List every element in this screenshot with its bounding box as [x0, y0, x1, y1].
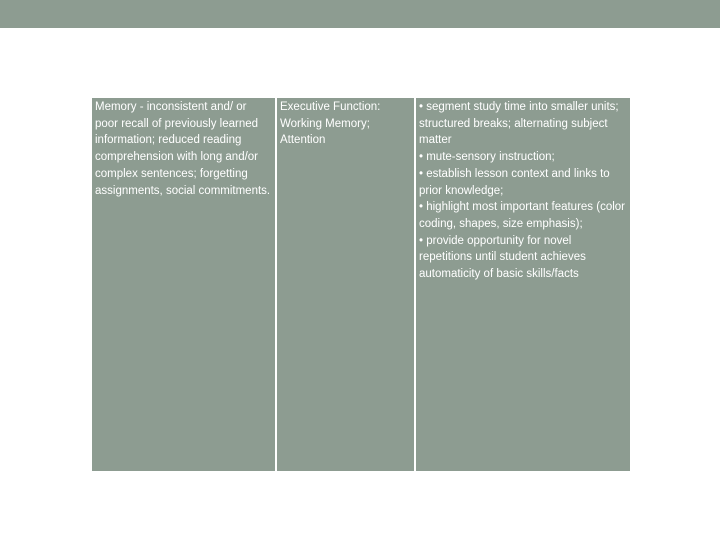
table-cell-difficulty [91, 97, 276, 472]
function-text: Executive Function: Working Memory; Attention [280, 101, 381, 147]
table-row [91, 97, 631, 472]
strategies-text: • segment study time into smaller units; structured breaks; alternating subject matter • mute-sensory instruction; • establish lesson context and links to prior knowledge; • highlight most important features (color coding, shapes, size emphasis); • provide opportunity for novel repetitions until student achieves automaticity of basic skills/facts [419, 101, 626, 281]
header-bar [0, 0, 720, 28]
table-cell-strategies [415, 97, 631, 472]
content-table [90, 96, 632, 473]
difficulty-text: Memory - inconsistent and/ or poor recall of previously learned information; reduced reading comprehension with long and/or complex sentences; forgetting assignments, social commitments. [95, 101, 271, 197]
table-cell-function [276, 97, 415, 472]
